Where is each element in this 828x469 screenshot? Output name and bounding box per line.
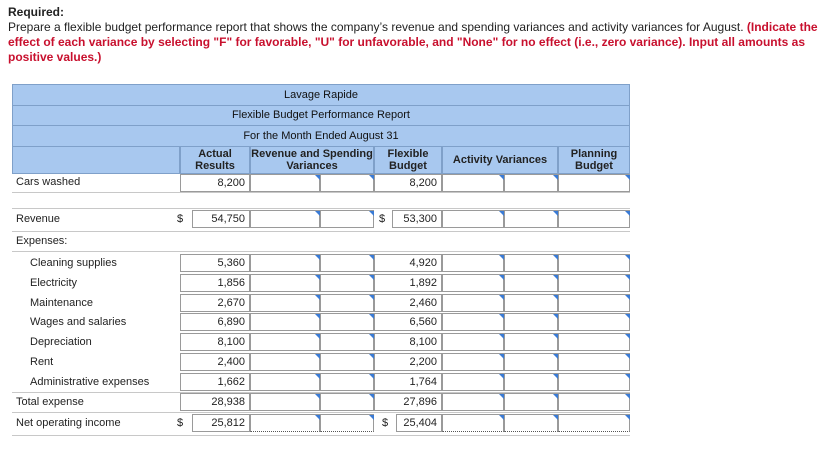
wages-planning-input[interactable] [558,313,630,331]
rent-activity-input[interactable] [442,353,504,371]
wages-flexible-value: 6,560 [374,313,442,331]
admin-revspend-input[interactable] [250,373,320,391]
total-planning-input[interactable] [558,393,630,411]
wages-activity-select[interactable] [504,313,558,331]
depreciation-activity-select[interactable] [504,333,558,351]
electricity-actual-value: 1,856 [180,274,250,292]
maintenance-activity-select[interactable] [504,294,558,312]
cleaning-activity-select[interactable] [504,254,558,272]
wages-revspend-input[interactable] [250,313,320,331]
rent-revspend-select[interactable] [320,353,374,371]
row-label-depreciation: Depreciation [30,336,92,348]
instructions [8,5,820,65]
rent-planning-input[interactable] [558,353,630,371]
total-revspend-select[interactable] [320,393,374,411]
noi-flexible-value: 25,404 [396,414,442,432]
performance-report [12,84,630,436]
total-revspend-input[interactable] [250,393,320,411]
total-flexible-value: 27,896 [374,393,442,411]
required-heading: Required: [8,5,65,19]
noi-flexible-dollar: $ [382,417,389,429]
cleaning-activity-input[interactable] [442,254,504,272]
col-revenue-spending-variances: Revenue and Spending Variances [251,148,373,172]
revenue-flexible-dollar: $ [379,213,386,225]
electricity-revspend-select[interactable] [320,274,374,292]
admin-planning-input[interactable] [558,373,630,391]
maintenance-activity-input[interactable] [442,294,504,312]
admin-activity-input[interactable] [442,373,504,391]
cleaning-revspend-input[interactable] [250,254,320,272]
revenue-actual-dollar: $ [177,213,184,225]
report-title: Flexible Budget Performance Report [12,105,630,126]
col-planning-budget: Planning Budget [558,146,630,174]
row-label-expenses: Expenses: [16,235,68,247]
noi-activity-select[interactable] [504,414,558,432]
depreciation-planning-input[interactable] [558,333,630,351]
row-label-cleaning: Cleaning supplies [30,257,117,269]
noi-revspend-input[interactable] [250,414,320,432]
wages-activity-input[interactable] [442,313,504,331]
instructions-text: Prepare a flexible budget performance report that shows the company’s revenue and spending variances and activity variances for August. [8,20,744,34]
cleaning-actual-value: 5,360 [180,254,250,272]
col-flexible-budget: Flexible Budget [374,146,442,174]
depreciation-revspend-select[interactable] [320,333,374,351]
depreciation-flexible-value: 8,100 [374,333,442,351]
maintenance-flexible-value: 2,460 [374,294,442,312]
electricity-planning-input[interactable] [558,274,630,292]
depreciation-actual-value: 8,100 [180,333,250,351]
revenue-activity-select[interactable] [504,210,558,228]
rent-flexible-value: 2,200 [374,353,442,371]
maintenance-planning-input[interactable] [558,294,630,312]
instructions-note: (Indicate the effect of each variance by selecting "F" for favorable, "U" for unfavorable, and "None" for no effect (i.e., zero variance). Input all amounts as positive values.) [8,20,818,64]
row-label-admin: Administrative expenses [30,376,150,388]
maintenance-revspend-input[interactable] [250,294,320,312]
admin-actual-value: 1,662 [180,373,250,391]
noi-activity-input[interactable] [442,414,504,432]
col-actual-results: Actual Results [180,146,250,174]
row-label-cars-washed: Cars washed [16,176,81,188]
row-label-electricity: Electricity [30,277,78,289]
total-activity-input[interactable] [442,393,504,411]
admin-activity-select[interactable] [504,373,558,391]
row-label-revenue: Revenue [16,213,61,225]
row-label-total-expense: Total expense [16,396,84,408]
depreciation-revspend-input[interactable] [250,333,320,351]
cars-revspend-input[interactable] [250,174,320,192]
total-actual-value: 28,938 [180,393,250,411]
row-label-net-operating-income: Net operating income [16,417,121,429]
row-label-maintenance: Maintenance [30,297,93,309]
rent-revspend-input[interactable] [250,353,320,371]
cleaning-planning-input[interactable] [558,254,630,272]
wages-actual-value: 6,890 [180,313,250,331]
col-activity-variances: Activity Variances [442,146,558,174]
cleaning-flexible-value: 4,920 [374,254,442,272]
total-activity-select[interactable] [504,393,558,411]
cars-revspend-select[interactable] [320,174,374,192]
revenue-activity-input[interactable] [442,210,504,228]
depreciation-activity-input[interactable] [442,333,504,351]
revenue-actual-value: 54,750 [192,210,250,228]
report-period: For the Month Ended August 31 [12,125,630,147]
electricity-flexible-value: 1,892 [374,274,442,292]
report-company: Lavage Rapide [12,84,630,106]
revenue-planning-input[interactable] [558,210,630,228]
maintenance-revspend-select[interactable] [320,294,374,312]
noi-planning-input[interactable] [558,414,630,432]
row-label-wages: Wages and salaries [30,316,127,328]
revenue-revspend-input[interactable] [250,210,320,228]
maintenance-actual-value: 2,670 [180,294,250,312]
admin-flexible-value: 1,764 [374,373,442,391]
revenue-flexible-value: 53,300 [392,210,442,228]
electricity-activity-select[interactable] [504,274,558,292]
col-blank [12,146,180,174]
row-label-rent: Rent [30,356,54,368]
cars-activity-input[interactable] [442,174,504,192]
cars-activity-select[interactable] [504,174,558,192]
rent-actual-value: 2,400 [180,353,250,371]
cars-flexible-value: 8,200 [374,174,442,192]
cars-actual-value: 8,200 [180,174,250,192]
cleaning-revspend-select[interactable] [320,254,374,272]
rent-activity-select[interactable] [504,353,558,371]
noi-actual-dollar: $ [177,417,184,429]
electricity-revspend-input[interactable] [250,274,320,292]
revenue-revspend-select[interactable] [320,210,374,228]
admin-revspend-select[interactable] [320,373,374,391]
noi-actual-value: 25,812 [192,414,250,432]
noi-revspend-select[interactable] [320,414,374,432]
electricity-activity-input[interactable] [442,274,504,292]
cars-planning-input[interactable] [558,174,630,192]
wages-revspend-select[interactable] [320,313,374,331]
